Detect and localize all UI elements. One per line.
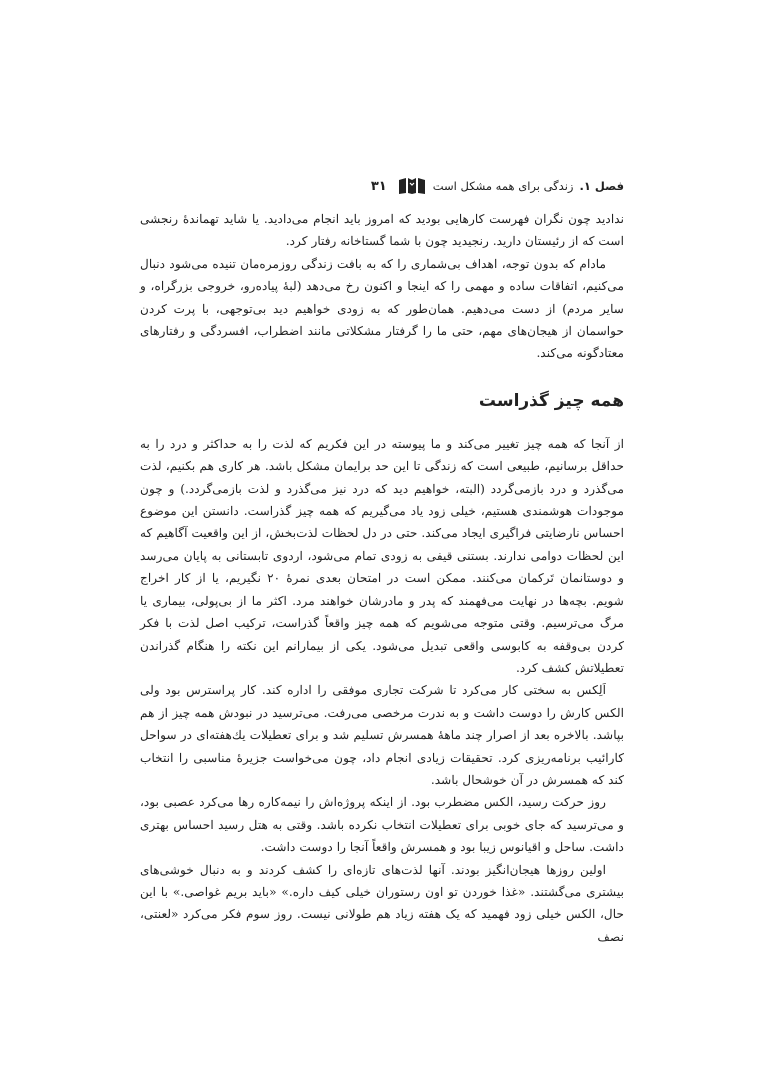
- book-logo-icon: [397, 177, 427, 195]
- running-header: [140, 176, 624, 196]
- page-body: [140, 208, 624, 948]
- paragraph: از آنجا كه همه چيز تغيير می‌كند و ما پيوسته در اين فكريم كه لذت را به حداكثر و درد را به حداقل برسانيم، طبيعی است كه زندگی تا اين حد برايمان مشكل باشد. هر كاری هم بكنيم، لذت می‌گذرد و درد بازمی‌گردد (البته، خواهيم ديد كه درد نيز می‌گذرد و لذت بازمی‌گردد.) و چون موجودات هوشمندی هستيم، خيلی زود ياد می‌گيريم كه همه چيز گذراست. دانستن اين موضوع احساس نارضايتی فراگيری ايجاد می‌كند. حتی در دل لحظات لذت‌بخش، از اين واقعيت آگاهيم كه اين لحظات دوامی ندارند. بستنی قيفی به زودی تمام می‌شود، اردوی تابستانی به پايان می‌رسد و دوستانمان تَركمان می‌كنند. ممكن است در امتحان بعدی نمرهٔ ۲۰ نگيريم، يا از كار اخراج شويم. بچه‌ها در نهايت می‌فهمند كه پدر و مادرشان خواهند مرد. اكثر ما از بی‌پولی، بيماری يا مرگ می‌ترسيم. وقتی متوجه می‌شويم كه همه چيز واقعاً گذراست، تركيب اصل لذت با فكر كردن بی‌وقفه به كابوسی واقعی تبديل می‌شود. يكی از بيمارانم اين نكته را هنگام گذراندن تعطيلاتش كشف كرد.: [140, 436, 624, 675]
- paragraph: نداديد چون نگران فهرست كارهايی بوديد كه امروز بايد انجام می‌داديد. يا شايد تهماندهٔ رنجشی است كه از رئيستان داريد. رنجيديد چون با شما گستاخانه رفتار كرد.: [140, 212, 624, 249]
- paragraph: مادام كه بدون توجه، اهداف بی‌شماری را كه به بافت زندگی روزمره‌مان تنيده می‌شود دنبال می‌كنيم، اتفاقات ساده و مهمی را كه اينجا و اكنون رخ می‌دهد (لبهٔ پياده‌رو، خروجی بزرگراه، و ساير مردم) از دست می‌دهيم. همان‌طور كه به زودی خواهيم ديد بی‌توجهی، با پرت كردن حواسمان از هيجان‌های مهم، حتی ما را گرفتار مشكلاتی مانند اضطراب، افسردگی و رفتارهای معتادگونه می‌كند.: [140, 256, 624, 361]
- chapter-label: فصل ۱.: [579, 179, 624, 193]
- page-number: ۳۱: [370, 178, 387, 194]
- paragraph: روز حركت رسيد، الكس مضطرب بود. از اينكه پروژه‌اش را نيمه‌كاره رها می‌كرد عصبی بود، و می‌ترسيد كه جای خوبی برای تعطيلات انتخاب نكرده باشد. وقتی به هتل رسيد احساس بهتری داشت. ساحل و اقيانوس زيبا بود و همسرش واقعاً آنجا را دوست داشت.: [140, 795, 624, 855]
- chapter-title: زندگی برای همه مشکل است: [432, 179, 574, 193]
- paragraph: اَلِكس به سختی كار می‌كرد تا شركت تجاری موفقی را اداره كند. كار پراسترس بود ولی الكس كارش را دوست داشت و به ندرت مرخصی می‌رفت. می‌ترسيد در نبودش همه چيز از هم بپاشد. بالاخره بعد از اصرار چند ماههٔ همسرش تسليم شد و برای تعطيلات يك‌هفته‌ای در سواحل كارائيب برنامه‌ريزی كرد. تحقيقات زيادی انجام داد، چون می‌خواست جزيرهٔ مناسبی را انتخاب كند كه همسرش در آن خوشحال باشد.: [140, 683, 624, 787]
- section-heading: همه چيز گذراست: [478, 390, 624, 411]
- paragraph: اولين روزها هيجان‌انگيز بودند. آنها لذت‌های تازه‌ای را كشف كردند و به دنبال خوشی‌های بيشتری می‌گشتند. «غذا خوردن تو اون رستوران خيلی كيف داره.» «بايد بريم غواصی.» با اين حال، الكس خيلی زود فهميد كه يک هفته زياد هم طولانی نيست. روز سوم فكر می‌كرد «لعنتی، نصف: [140, 862, 624, 944]
